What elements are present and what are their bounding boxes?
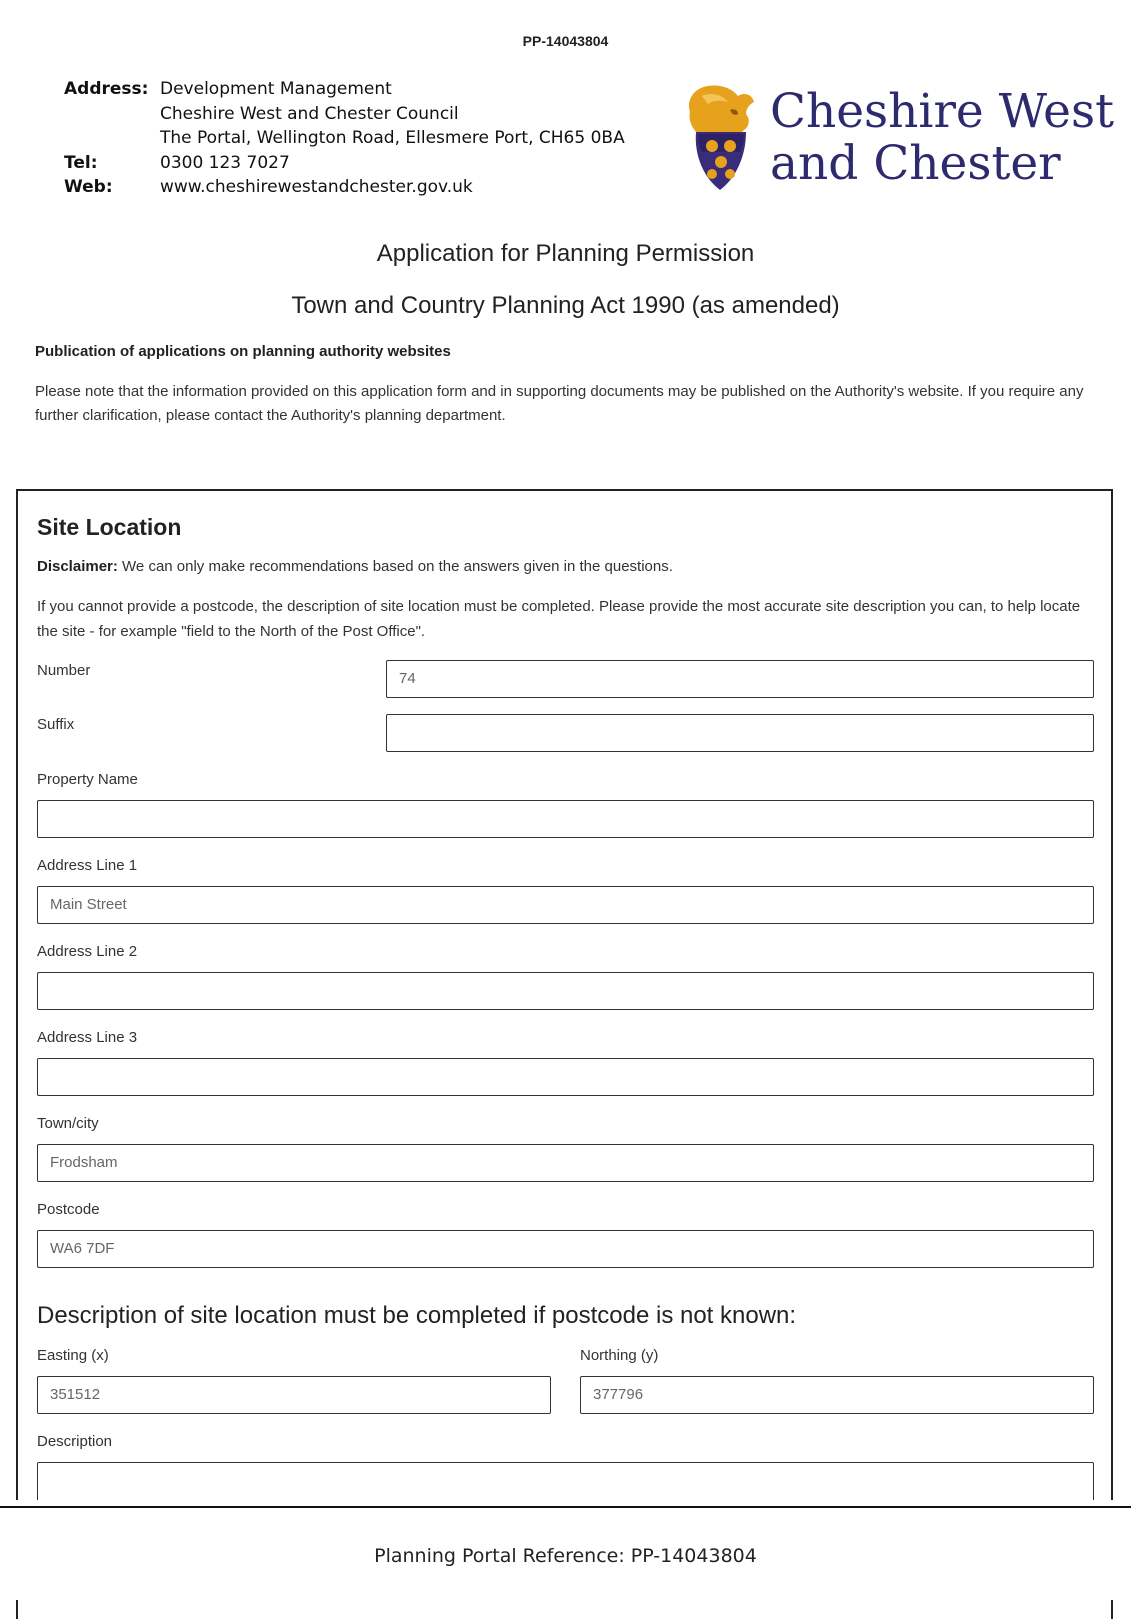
disclaimer-label: Disclaimer: bbox=[37, 558, 118, 575]
reference-number: PP-14043804 bbox=[522, 33, 609, 49]
postcode-label: Postcode bbox=[37, 1201, 100, 1218]
address-line-1-label: Address Line 1 bbox=[37, 857, 138, 874]
logo-line-1: Cheshire West bbox=[770, 84, 1114, 139]
description-label: Description bbox=[37, 1433, 113, 1450]
address-line-3-field[interactable] bbox=[37, 1058, 1094, 1096]
council-logo-text bbox=[770, 86, 1114, 190]
postcode-field[interactable]: WA6 7DF bbox=[37, 1230, 1094, 1268]
northing-field[interactable]: 377796 bbox=[580, 1376, 1094, 1414]
publication-heading: Publication of applications on planning authority websites bbox=[35, 343, 451, 360]
property-name-field[interactable] bbox=[37, 800, 1094, 838]
site-location-panel bbox=[16, 489, 1113, 1619]
address-line-2-label: Address Line 2 bbox=[37, 943, 138, 960]
address-line-2: Cheshire West and Chester Council bbox=[160, 103, 459, 124]
disclaimer-text: We can only make recommendations based on the answers given in the questions. bbox=[117, 558, 673, 575]
section-title: Site Location bbox=[37, 514, 182, 540]
address-line-3-label: Address Line 3 bbox=[37, 1029, 138, 1046]
web-label: Web: bbox=[64, 177, 113, 197]
address-line-3: The Portal, Wellington Road, Ellesmere Port, CH65 0BA bbox=[160, 128, 625, 148]
suffix-field[interactable] bbox=[386, 714, 1094, 752]
address-line-2-field[interactable] bbox=[37, 972, 1094, 1010]
easting-field[interactable]: 351512 bbox=[37, 1376, 551, 1414]
disclaimer bbox=[37, 558, 673, 575]
town-city-label: Town/city bbox=[37, 1115, 99, 1132]
address-line-1-field[interactable]: Main Street bbox=[37, 886, 1094, 924]
address-label: Address: bbox=[64, 79, 149, 99]
property-name-label: Property Name bbox=[37, 771, 138, 788]
tel-number: 0300 123 7027 bbox=[160, 152, 290, 173]
contact-block bbox=[64, 77, 625, 200]
lion-shield-icon bbox=[680, 82, 760, 194]
web-url: www.cheshirewestandchester.gov.uk bbox=[160, 177, 473, 197]
council-logo bbox=[680, 82, 1114, 194]
suffix-label: Suffix bbox=[37, 716, 75, 733]
address-line-1: Development Management bbox=[160, 79, 392, 99]
footer-divider bbox=[0, 1506, 1131, 1508]
easting-label: Easting (x) bbox=[37, 1347, 109, 1364]
number-label: Number bbox=[37, 662, 91, 679]
number-field[interactable]: 74 bbox=[386, 660, 1094, 698]
town-city-field[interactable]: Frodsham bbox=[37, 1144, 1094, 1182]
page-title: Application for Planning Permission bbox=[376, 240, 755, 267]
publication-text: Please note that the information provided on this application form and in supporting documents may be published on the Authority's website. If you require any further clarification, please contact the Authority's planning department. bbox=[35, 383, 1084, 424]
northing-label: Northing (y) bbox=[580, 1347, 659, 1364]
logo-line-2: and Chester bbox=[770, 136, 1061, 191]
footer-reference: Planning Portal Reference: PP-14043804 bbox=[374, 1545, 757, 1567]
postcode-note: If you cannot provide a postcode, the description of site location must be completed. Please provide the most accurate site description you can, to help locate the site - for example "field to the North of the Post Office". bbox=[37, 598, 1081, 640]
description-heading: Description of site location must be completed if postcode is not known: bbox=[37, 1302, 797, 1329]
tel-label: Tel: bbox=[64, 152, 98, 173]
page-subtitle: Town and Country Planning Act 1990 (as amended) bbox=[291, 292, 840, 319]
